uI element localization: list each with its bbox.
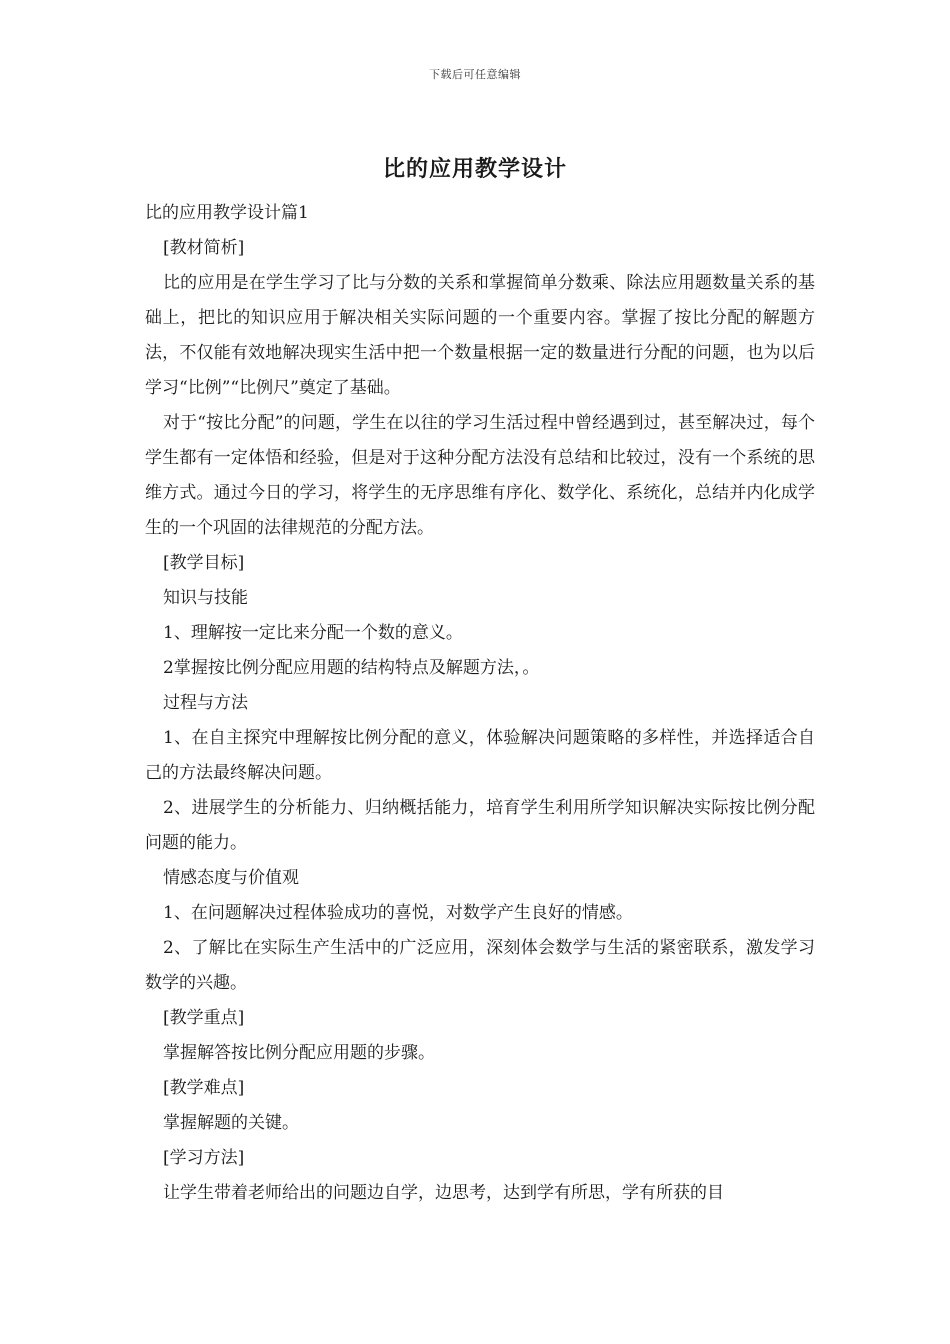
document-body [145, 196, 815, 1211]
paragraph: 掌握解题的关键。 [163, 1113, 299, 1133]
subheading-knowledge-skills: 知识与技能 [163, 588, 248, 608]
paragraph: 2、进展学生的分析能力、归纳概括能力，培育学生利用所学知识解决实际按比例分配问题的能力。 [145, 798, 815, 853]
paragraph: 对于“按比分配”的问题，学生在以往的学习生活过程中曾经遇到过，甚至解决过，每个学生都有一定体悟和经验，但是对于这种分配方法没有总结和比较过，没有一个系统的思维方式。通过今日的学习，将学生的无序思维有序化、数学化、系统化，总结并内化成学生的一个巩固的法律规范的分配方法。 [145, 413, 815, 538]
paragraph: 掌握解答按比例分配应用题的步骤。 [163, 1043, 435, 1063]
paragraph: 1、理解按一定比来分配一个数的意义。 [163, 623, 463, 643]
paragraph: 比的应用是在学生学习了比与分数的关系和掌握简单分数乘、除法应用题数量关系的基础上，把比的知识应用于解决相关实际问题的一个重要内容。掌握了按比分配的解题方法，不仅能有效地解决现实生活中把一个数量根据一定的数量进行分配的问题，也为以后学习“比例”“比例尺”奠定了基础。 [145, 273, 815, 398]
header-note: 下载后可任意编辑 [429, 68, 521, 81]
heading-teaching-goals: [教学目标] [163, 553, 245, 573]
paragraph: 2、了解比在实际生产生活中的广泛应用，深刻体会数学与生活的紧密联系，激发学习数学的兴趣。 [145, 938, 815, 993]
heading-teaching-focus: [教学重点] [163, 1008, 245, 1028]
paragraph: 让学生带着老师给出的问题边自学，边思考，达到学有所思，学有所获的目 [163, 1183, 724, 1203]
heading-textbook-analysis: [教材简析] [163, 238, 245, 258]
section-subtitle: 比的应用教学设计篇1 [145, 203, 309, 223]
document-title: 比的应用教学设计 [382, 156, 567, 182]
heading-teaching-difficulty: [教学难点] [163, 1078, 245, 1098]
paragraph: 1、在自主探究中理解按比例分配的意义，体验解决问题策略的多样性，并选择适合自己的方法最终解决问题。 [145, 728, 815, 783]
subheading-attitudes-values: 情感态度与价值观 [163, 868, 299, 888]
heading-learning-methods: [学习方法] [163, 1148, 245, 1168]
paragraph: 2掌握按比例分配应用题的结构特点及解题方法，。 [163, 658, 540, 678]
subheading-process-methods: 过程与方法 [163, 693, 248, 713]
paragraph: 1、在问题解决过程体验成功的喜悦，对数学产生良好的情感。 [163, 903, 633, 923]
